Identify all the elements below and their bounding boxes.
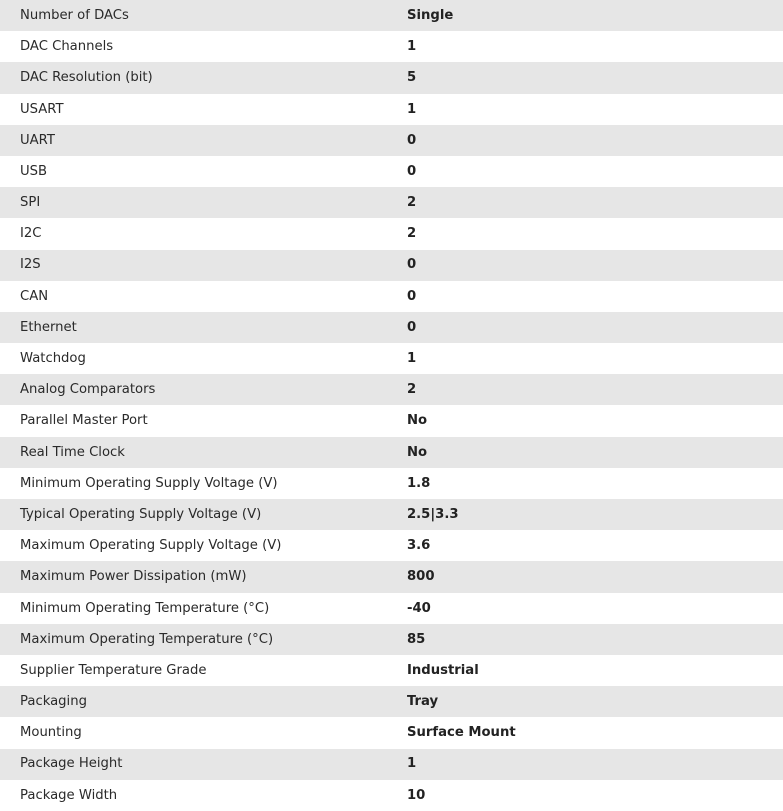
spec-row [0,624,783,655]
spec-label: Package Height [0,749,387,780]
spec-row [0,156,783,187]
spec-label: USB [20,163,48,179]
spec-label: Typical Operating Supply Voltage (V) [0,499,387,530]
spec-value: 2 [387,374,783,405]
spec-value: 0 [387,250,783,281]
spec-row [0,468,783,499]
spec-value: 5 [387,62,783,93]
spec-label: Maximum Operating Supply Voltage (V) [20,538,282,554]
spec-value: 0 [407,163,417,179]
spec-value: 2.5|3.3 [387,499,783,530]
spec-value: -40 [407,600,431,616]
spec-label: Parallel Master Port [20,413,148,429]
spec-label: Ethernet [0,312,387,343]
spec-label: Number of DACs [0,0,387,31]
spec-label: Supplier Temperature Grade [20,662,207,678]
spec-label: I2S [0,250,387,281]
spec-label: DAC Channels [20,39,114,55]
spec-label: USART [20,101,64,117]
spec-value: 1 [407,351,417,367]
spec-row [0,593,783,624]
spec-value: 1 [407,39,417,55]
spec-row [0,374,783,405]
spec-value: Single [387,0,783,31]
spec-label: Minimum Operating Supply Voltage (V) [20,475,278,491]
spec-row [0,655,783,686]
spec-value: 1.8 [407,475,431,491]
spec-row [0,312,783,343]
spec-row [0,437,783,468]
spec-row [0,530,783,561]
spec-value: No [387,437,783,468]
spec-label: Minimum Operating Temperature (°C) [20,600,270,616]
spec-row [0,94,783,125]
spec-label: DAC Resolution (bit) [0,62,387,93]
spec-row [0,717,783,748]
spec-value: Surface Mount [407,725,516,741]
spec-label: SPI [0,187,387,218]
spec-label: Real Time Clock [0,437,387,468]
spec-row [0,405,783,436]
spec-value: 0 [387,312,783,343]
spec-row [0,686,783,717]
spec-value: 10 [407,787,426,803]
spec-label: Watchdog [20,351,86,367]
spec-row [0,62,783,93]
spec-row [0,250,783,281]
spec-value: No [407,413,428,429]
spec-row [0,31,783,62]
spec-row [0,561,783,592]
spec-row [0,499,783,530]
spec-label: Maximum Operating Temperature (°C) [0,624,387,655]
spec-value: 1 [387,749,783,780]
spec-label: Package Width [20,787,118,803]
spec-row [0,780,783,811]
spec-label: Analog Comparators [0,374,387,405]
spec-row [0,0,783,31]
spec-row [0,218,783,249]
spec-value: 1 [407,101,417,117]
spec-value: Industrial [407,662,479,678]
spec-row [0,749,783,780]
spec-value: 3.6 [407,538,431,554]
spec-label: Mounting [20,725,82,741]
spec-value: 800 [387,561,783,592]
spec-value: 0 [407,288,417,304]
spec-row [0,125,783,156]
spec-label: I2C [20,226,42,242]
spec-value: 0 [387,125,783,156]
spec-row [0,187,783,218]
spec-value: 2 [387,187,783,218]
spec-label: Packaging [0,686,387,717]
spec-label: UART [0,125,387,156]
spec-row [0,343,783,374]
spec-value: 2 [407,226,417,242]
spec-value: 85 [387,624,783,655]
spec-label: CAN [20,288,49,304]
spec-value: Tray [387,686,783,717]
spec-label: Maximum Power Dissipation (mW) [0,561,387,592]
spec-row [0,281,783,312]
